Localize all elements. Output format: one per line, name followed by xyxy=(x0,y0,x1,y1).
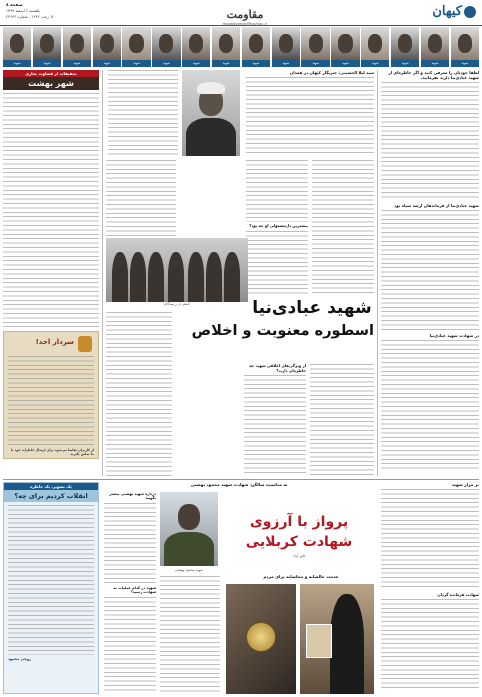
feature-subhead-2: از ویژگی‌های اخلاقی شهید چه خاطره‌ای دارید؟ xyxy=(249,363,306,373)
martyr-caption: شهید xyxy=(391,60,419,67)
left-body-1 xyxy=(3,93,99,327)
logo-emblem-icon xyxy=(464,6,476,18)
martyr-caption: شهید xyxy=(122,60,150,67)
left-kicker-text: تحقیقات از قضاوت بخاری xyxy=(25,71,77,76)
right-heading-1: لطفا خودتان را معرفی کنید و اگر خاطره‌ای از شهید عبادی‌نیا دارید بفرمایید. xyxy=(388,70,479,80)
martyr-face xyxy=(279,34,293,52)
bottom-right-heading: بر مزار شهید xyxy=(451,482,479,487)
feature-body-c xyxy=(246,231,308,295)
mourner-photo xyxy=(300,584,374,694)
logo-text: کیهان xyxy=(432,4,462,19)
right-body-1 xyxy=(381,82,479,200)
tan-box-note: از کاربران تقاضا می‌شود برای ارسال خاطرات خود با ما تماس بگیرند xyxy=(11,448,94,456)
feature-lower-left xyxy=(106,312,172,476)
bottom-feature-title xyxy=(224,512,374,558)
feature-lower-body-b xyxy=(244,375,306,475)
tan-box-body xyxy=(8,356,94,446)
mourner-figure xyxy=(330,594,364,694)
group-figure xyxy=(148,252,164,302)
center-top-body xyxy=(108,70,178,156)
martyr-face xyxy=(249,34,263,52)
martyr-portrait xyxy=(451,27,479,67)
bottom-title-line-1: پرواز با آرزوی xyxy=(249,514,349,530)
martyr-caption: شهید xyxy=(63,60,91,67)
kayhan-logo xyxy=(416,3,476,23)
martyr-portrait xyxy=(93,27,121,67)
group-figure xyxy=(188,252,204,302)
martyr-face xyxy=(368,34,382,52)
column-divider xyxy=(377,70,378,476)
right-body-3 xyxy=(381,340,479,470)
bottom-center-subhead-1: درباره شهید بهشتی بیشتر بگویید xyxy=(109,492,156,501)
left-kicker xyxy=(3,70,99,77)
intro-box xyxy=(246,70,374,156)
section-email[interactable]: moghavemat@kayhan.ir xyxy=(222,22,268,26)
feature-lower-body-a xyxy=(310,364,374,476)
center-top-text xyxy=(108,70,178,156)
martyr-face xyxy=(398,34,412,52)
bottom-photo-caption: شهید محمود بهشتی xyxy=(175,568,203,572)
portrait-photo xyxy=(182,70,240,156)
bottom-center-col-a xyxy=(104,492,156,694)
feature-lower-right xyxy=(310,364,374,476)
bottom-center-body-b xyxy=(104,597,156,693)
bottom-photo-head xyxy=(178,504,200,530)
feature-text-col-right xyxy=(312,160,374,296)
bottom-center-subhead-2: شهید در کدام عملیات به شهادت رسید؟ xyxy=(113,585,156,595)
martyr-caption: شهید xyxy=(152,60,180,67)
section-title xyxy=(170,3,320,26)
coin-photo xyxy=(226,584,296,694)
portrait-shoulders xyxy=(186,118,236,156)
left-section-title: شهر بهشت xyxy=(3,77,99,90)
tan-box xyxy=(3,331,99,459)
martyr-strip xyxy=(3,27,479,67)
martyr-portrait xyxy=(3,27,31,67)
martyr-portrait xyxy=(242,27,270,67)
martyr-caption: شهید xyxy=(331,60,359,67)
martyr-caption: شهید xyxy=(33,60,61,67)
group-figure xyxy=(168,252,184,302)
group-figure xyxy=(206,252,222,302)
date-line-2: ۱۲ رجب ۱۴۴۲ - شماره ۲۲۶۴۴ xyxy=(6,14,55,19)
sky-box-author: روحی محمود xyxy=(8,657,32,661)
martyr-portrait xyxy=(122,27,150,67)
portrait-turban xyxy=(197,82,225,94)
martyr-face xyxy=(70,34,84,52)
martyr-portrait xyxy=(361,27,389,67)
martyr-face xyxy=(428,34,442,52)
right-heading-2: شهید عبادی‌نیا از فرماندهان ارشد سپاه بود xyxy=(394,203,479,208)
section-title-text: مقاومت xyxy=(226,8,264,21)
bottom-feature-intro: به مناسبت سالگرد شهادت شهید محمود بهشتی xyxy=(190,482,288,487)
martyr-portrait xyxy=(212,27,240,67)
lantern-icon xyxy=(78,336,92,352)
martyr-caption: شهید xyxy=(421,60,449,67)
bottom-feature-author: اکبر آزاد xyxy=(292,554,306,558)
group-figure xyxy=(112,252,128,302)
martyr-caption: شهید xyxy=(93,60,121,67)
held-portrait xyxy=(306,624,332,658)
bottom-photo-uniform xyxy=(164,532,214,566)
group-figure xyxy=(224,252,240,302)
martyr-face xyxy=(100,34,114,52)
coin-icon xyxy=(246,622,276,652)
martyr-portrait xyxy=(331,27,359,67)
page-number: صفحه ۸ xyxy=(6,2,23,7)
martyr-face xyxy=(40,34,54,52)
group-photo-caption: جمعی از رزمندگان xyxy=(163,302,191,306)
masthead xyxy=(0,0,482,26)
bottom-center-body-a xyxy=(104,503,156,583)
martyr-portrait xyxy=(301,27,329,67)
group-photo xyxy=(106,238,248,302)
left-column xyxy=(3,70,99,476)
martyr-caption: شهید xyxy=(3,60,31,67)
martyr-portrait xyxy=(152,27,180,67)
date-line-1: یکشنبه ۶ اسفند ۱۳۹۹ xyxy=(6,8,41,13)
martyr-portrait xyxy=(33,27,61,67)
bottom-right-column xyxy=(381,482,479,694)
bottom-center-heading-block xyxy=(228,574,374,581)
bottom-feature-photo xyxy=(160,492,218,566)
feature-lower-mid xyxy=(244,364,306,476)
bottom-center-body-c xyxy=(160,576,220,694)
feature-body-b xyxy=(246,160,308,222)
bottom-center-col-b xyxy=(160,576,220,694)
group-figure xyxy=(130,252,146,302)
martyr-face xyxy=(219,34,233,52)
martyr-caption: شهید xyxy=(212,60,240,67)
martyr-portrait xyxy=(272,27,300,67)
martyr-portrait xyxy=(63,27,91,67)
martyr-face xyxy=(129,34,143,52)
intro-body xyxy=(246,77,374,153)
feature-left-col xyxy=(106,160,176,236)
feature-title-line-2: اسطوره معنویت و اخلاص xyxy=(191,323,374,339)
right-heading-3: در شهادت شهید عبادی‌نیا xyxy=(429,333,479,338)
martyr-caption: شهید xyxy=(361,60,389,67)
bottom-center-heading: خدمت خالصانه و مخلصانه برای مردم xyxy=(263,574,339,579)
martyr-portrait xyxy=(182,27,210,67)
martyr-caption: شهید xyxy=(272,60,300,67)
martyr-face xyxy=(10,34,24,52)
martyr-portrait xyxy=(391,27,419,67)
martyr-caption: شهید xyxy=(182,60,210,67)
martyr-face xyxy=(189,34,203,52)
feature-headline xyxy=(191,296,374,362)
right-body-2 xyxy=(381,210,479,330)
left-divider xyxy=(102,70,103,476)
martyr-face xyxy=(159,34,173,52)
bottom-right-subhead: شهادت فرمانده گردان xyxy=(437,592,479,597)
bottom-title-line-2: شهادت کربلایی xyxy=(245,534,353,550)
sky-box-body xyxy=(8,505,94,655)
bottom-right-body-1 xyxy=(381,489,479,589)
sky-box xyxy=(3,482,99,694)
sky-box-heading: انقلاب کردیم برای چه؟ xyxy=(4,490,98,502)
feature-body-a xyxy=(312,160,374,296)
section-divider xyxy=(3,479,479,480)
martyr-face xyxy=(338,34,352,52)
feature-subhead-1: بیشترین دل‌مشغولی او چه بود؟ xyxy=(249,223,308,228)
martyr-portrait xyxy=(421,27,449,67)
martyr-caption: شهید xyxy=(451,60,479,67)
feature-text-col-mid xyxy=(246,160,308,296)
feature-left-body xyxy=(106,160,176,236)
martyr-face xyxy=(309,34,323,52)
bottom-right-body-2 xyxy=(381,599,479,689)
martyr-caption: شهید xyxy=(242,60,270,67)
tan-box-title: سردار احد! xyxy=(35,338,74,346)
feature-title-line-1: شهید عبادی‌نیا xyxy=(252,298,372,318)
martyr-face xyxy=(458,34,472,52)
feature-lower-body-c xyxy=(106,312,172,476)
intro-lead: سید لیلا الحسینی: خبرنگار کیهان در همدان xyxy=(289,70,374,75)
martyr-caption: شهید xyxy=(301,60,329,67)
sky-box-kicker: یک تصویر، یک خاطره xyxy=(4,483,98,490)
right-column xyxy=(381,70,479,476)
